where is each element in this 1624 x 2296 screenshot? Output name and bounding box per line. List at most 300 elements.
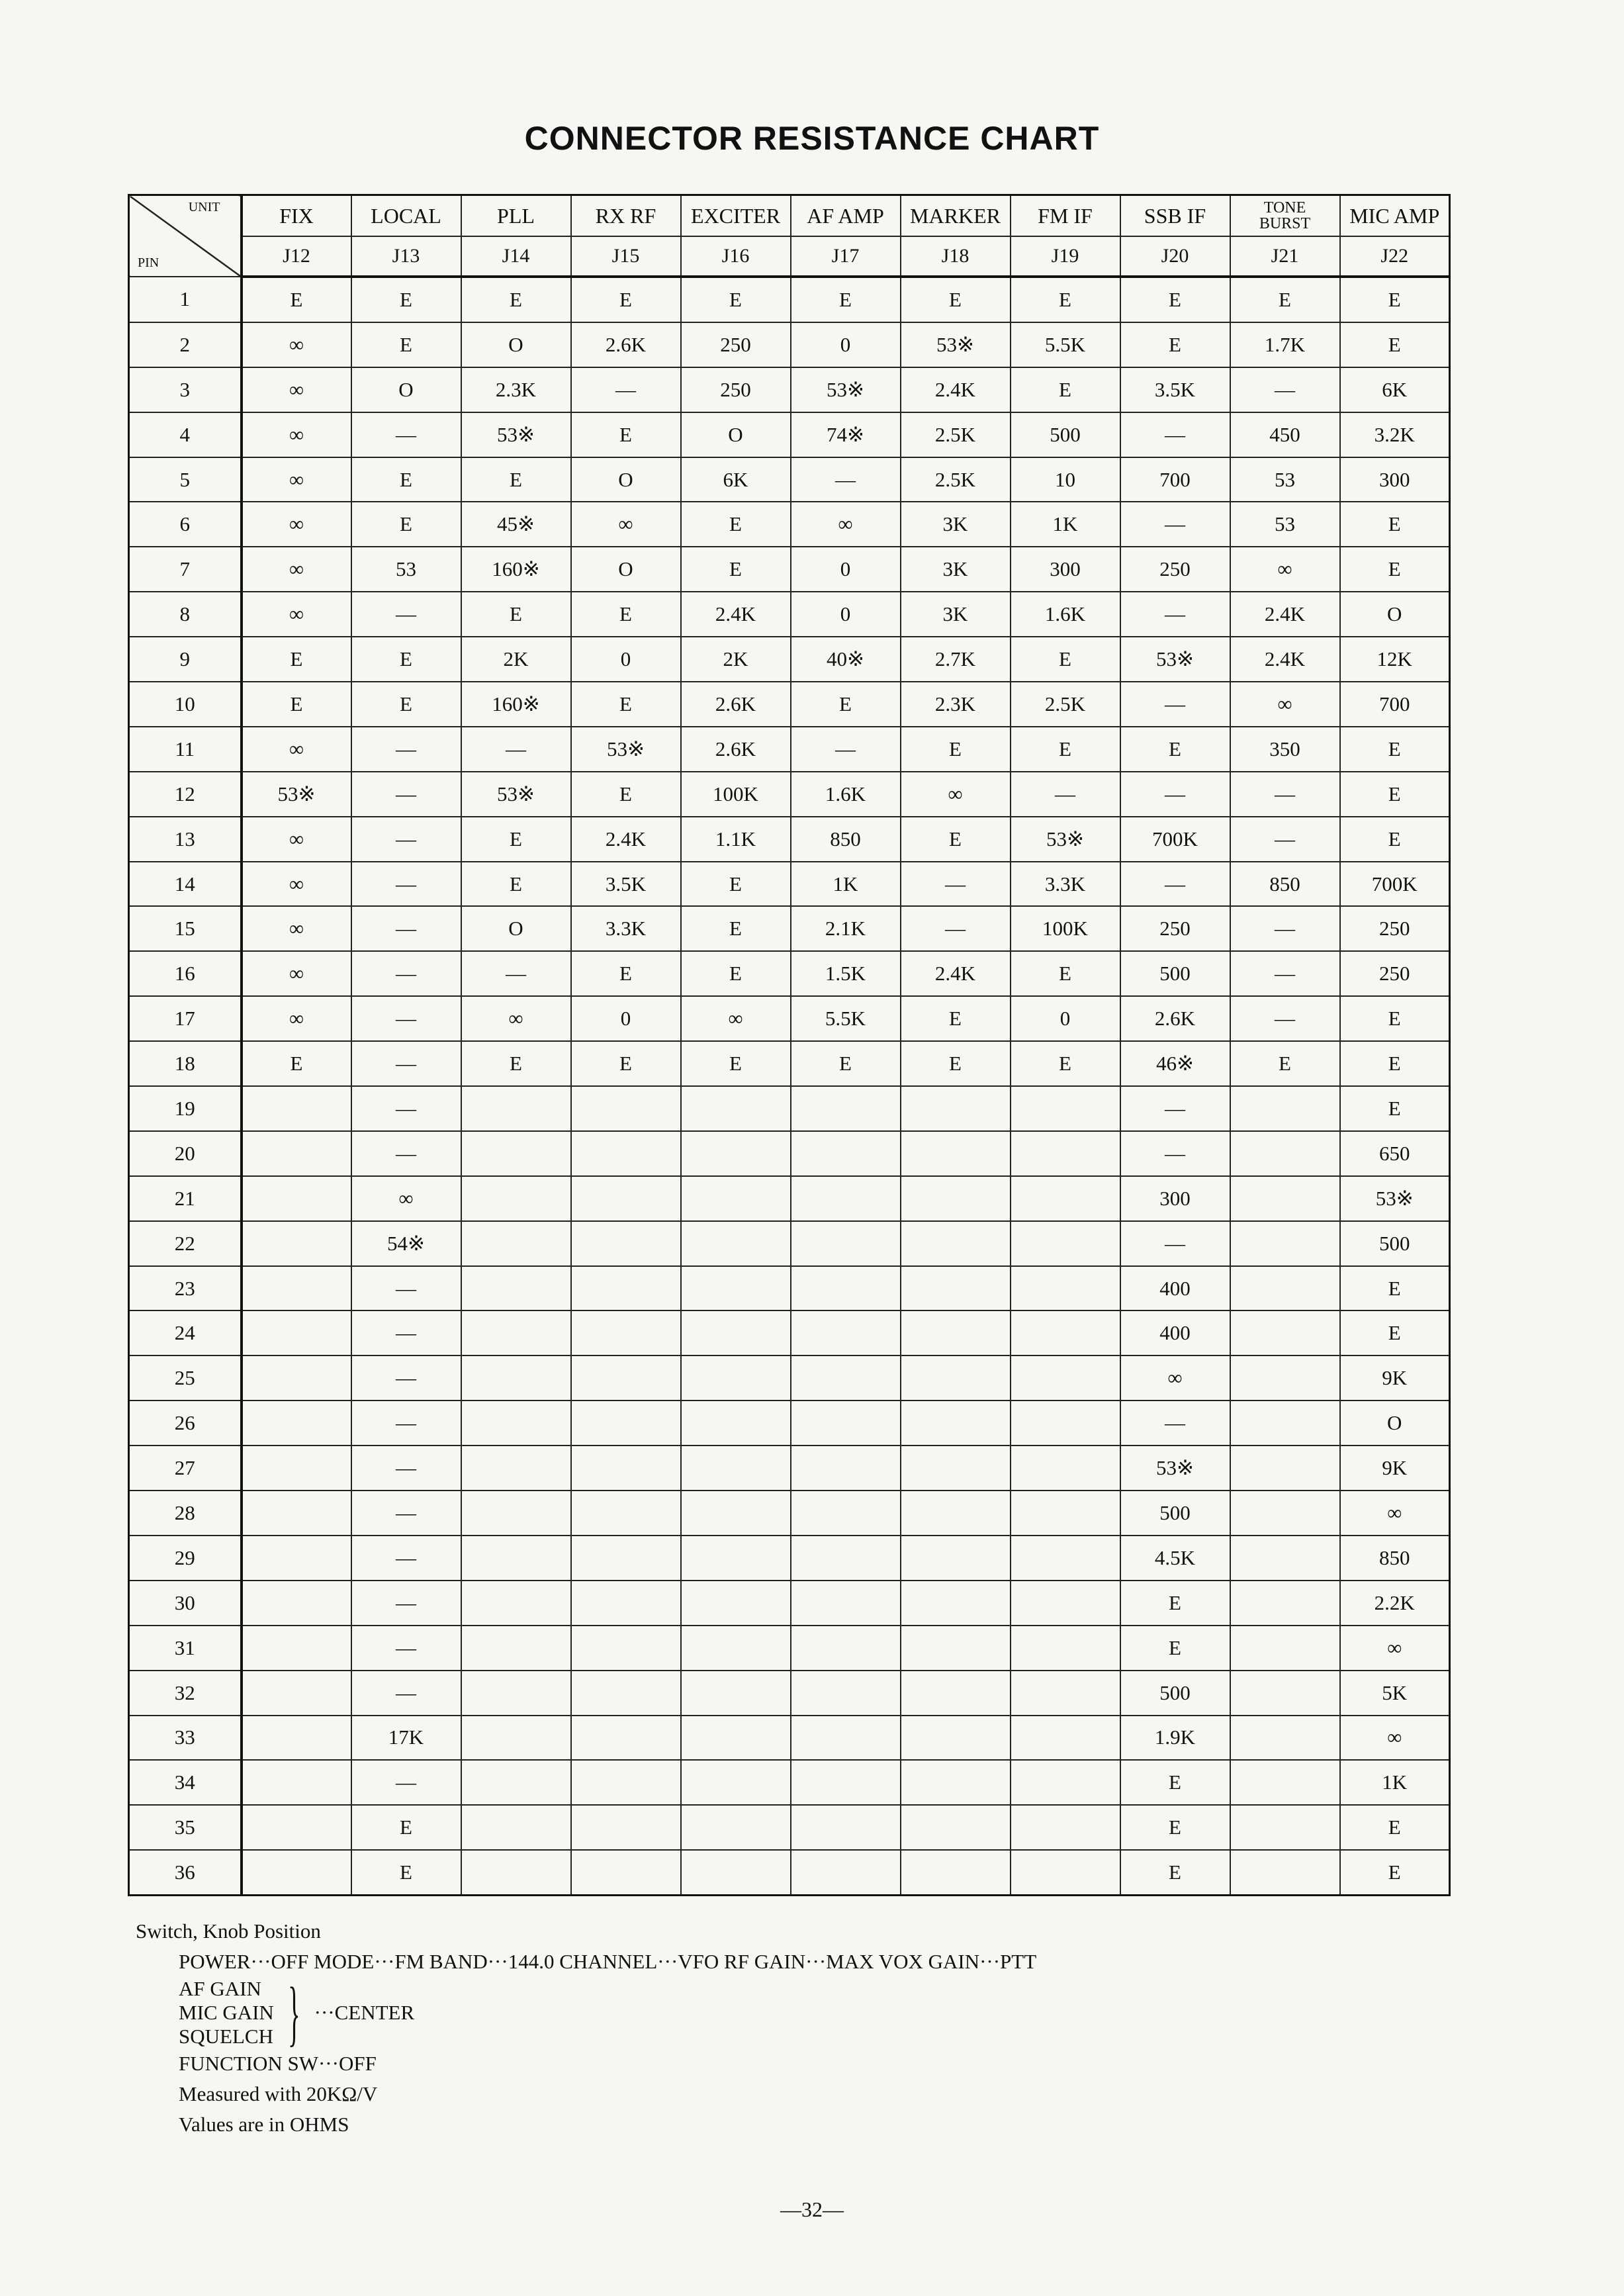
resistance-cell bbox=[461, 1626, 571, 1671]
resistance-cell: ∞ bbox=[242, 862, 351, 907]
resistance-cell bbox=[791, 1310, 901, 1355]
pin-number: 15 bbox=[129, 906, 242, 951]
connector-header: J14 bbox=[461, 236, 571, 277]
resistance-cell: ∞ bbox=[242, 412, 351, 457]
resistance-cell: E bbox=[791, 1041, 901, 1086]
resistance-cell: 40※ bbox=[791, 637, 901, 682]
resistance-cell: 45※ bbox=[461, 502, 571, 547]
resistance-cell bbox=[791, 1355, 901, 1401]
resistance-cell bbox=[681, 1805, 791, 1850]
table-row bbox=[129, 951, 1450, 996]
resistance-cell bbox=[461, 1671, 571, 1716]
resistance-cell: — bbox=[351, 1491, 461, 1536]
resistance-cell: 700 bbox=[1120, 457, 1230, 502]
resistance-cell: E bbox=[901, 1041, 1011, 1086]
resistance-cell: 1K bbox=[1011, 502, 1120, 547]
resistance-cell: 250 bbox=[1120, 906, 1230, 951]
resistance-cell: 53※ bbox=[242, 772, 351, 817]
resistance-cell bbox=[901, 1401, 1011, 1446]
resistance-cell: E bbox=[681, 951, 791, 996]
resistance-cell: 53※ bbox=[1340, 1176, 1450, 1221]
table-row bbox=[129, 1221, 1450, 1266]
resistance-cell: 700 bbox=[1340, 682, 1450, 727]
resistance-cell: E bbox=[351, 1805, 461, 1850]
resistance-cell bbox=[901, 1446, 1011, 1491]
resistance-cell: E bbox=[681, 906, 791, 951]
resistance-cell: — bbox=[1120, 682, 1230, 727]
pin-number: 36 bbox=[129, 1850, 242, 1895]
resistance-cell bbox=[681, 1266, 791, 1311]
resistance-cell bbox=[1230, 1716, 1340, 1761]
resistance-cell bbox=[1011, 1536, 1120, 1581]
table-row bbox=[129, 547, 1450, 592]
resistance-cell bbox=[1011, 1716, 1120, 1761]
resistance-cell: — bbox=[351, 1446, 461, 1491]
resistance-cell: 1.6K bbox=[791, 772, 901, 817]
resistance-cell bbox=[571, 1355, 681, 1401]
connector-header: J13 bbox=[351, 236, 461, 277]
resistance-cell: 250 bbox=[681, 322, 791, 367]
resistance-cell: 3K bbox=[901, 592, 1011, 637]
resistance-cell bbox=[571, 1581, 681, 1626]
pin-number: 31 bbox=[129, 1626, 242, 1671]
resistance-cell: — bbox=[351, 412, 461, 457]
resistance-cell bbox=[242, 1850, 351, 1895]
resistance-cell bbox=[1230, 1176, 1340, 1221]
resistance-cell bbox=[461, 1446, 571, 1491]
resistance-cell bbox=[901, 1086, 1011, 1131]
resistance-cell: 1.9K bbox=[1120, 1716, 1230, 1761]
resistance-cell: 53※ bbox=[1011, 817, 1120, 862]
resistance-cell bbox=[1011, 1760, 1120, 1805]
resistance-cell: E bbox=[1340, 727, 1450, 772]
pin-number: 26 bbox=[129, 1401, 242, 1446]
unit-header: LOCAL bbox=[351, 195, 461, 237]
resistance-cell: ∞ bbox=[242, 502, 351, 547]
resistance-cell: 1.1K bbox=[681, 817, 791, 862]
resistance-cell: 1K bbox=[791, 862, 901, 907]
resistance-cell: E bbox=[1340, 1805, 1450, 1850]
resistance-cell: 1.7K bbox=[1230, 322, 1340, 367]
tone-label: TONE bbox=[1263, 199, 1306, 216]
resistance-cell bbox=[242, 1086, 351, 1131]
resistance-cell: E bbox=[1120, 727, 1230, 772]
resistance-cell: — bbox=[351, 1401, 461, 1446]
resistance-cell bbox=[461, 1221, 571, 1266]
center-value: ···CENTER bbox=[314, 2001, 415, 2024]
resistance-cell bbox=[791, 1221, 901, 1266]
table-row bbox=[129, 277, 1450, 322]
resistance-cell bbox=[681, 1760, 791, 1805]
resistance-cell: ∞ bbox=[242, 817, 351, 862]
resistance-cell: 1.5K bbox=[791, 951, 901, 996]
pin-number: 29 bbox=[129, 1536, 242, 1581]
burst-label: BURST bbox=[1259, 215, 1311, 232]
resistance-cell bbox=[461, 1581, 571, 1626]
resistance-cell: ∞ bbox=[1230, 682, 1340, 727]
pin-label: PIN bbox=[138, 255, 159, 270]
resistance-cell bbox=[1011, 1310, 1120, 1355]
pin-number: 18 bbox=[129, 1041, 242, 1086]
resistance-cell: 3.2K bbox=[1340, 412, 1450, 457]
resistance-cell bbox=[242, 1266, 351, 1311]
resistance-cell: — bbox=[351, 996, 461, 1041]
resistance-cell bbox=[242, 1131, 351, 1176]
resistance-cell: E bbox=[1230, 277, 1340, 322]
resistance-cell bbox=[1230, 1760, 1340, 1805]
resistance-cell bbox=[242, 1355, 351, 1401]
connector-header: J20 bbox=[1120, 236, 1230, 277]
values-note: Values are in OHMS bbox=[179, 2113, 349, 2136]
table-row bbox=[129, 772, 1450, 817]
resistance-cell bbox=[571, 1131, 681, 1176]
resistance-cell: 6K bbox=[681, 457, 791, 502]
resistance-cell bbox=[461, 1266, 571, 1311]
resistance-cell bbox=[242, 1310, 351, 1355]
pin-number: 22 bbox=[129, 1221, 242, 1266]
resistance-cell: — bbox=[1230, 367, 1340, 412]
resistance-cell: 2.4K bbox=[571, 817, 681, 862]
resistance-cell bbox=[571, 1760, 681, 1805]
resistance-cell: 2.3K bbox=[901, 682, 1011, 727]
resistance-cell: E bbox=[351, 1850, 461, 1895]
resistance-cell bbox=[1230, 1581, 1340, 1626]
resistance-cell: 2.4K bbox=[901, 951, 1011, 996]
resistance-cell: ∞ bbox=[242, 592, 351, 637]
resistance-cell: E bbox=[1011, 1041, 1120, 1086]
table-row bbox=[129, 1446, 1450, 1491]
resistance-cell: ∞ bbox=[571, 502, 681, 547]
pin-number: 11 bbox=[129, 727, 242, 772]
resistance-cell bbox=[901, 1355, 1011, 1401]
resistance-cell: E bbox=[901, 817, 1011, 862]
resistance-cell bbox=[461, 1536, 571, 1581]
resistance-cell: E bbox=[1011, 367, 1120, 412]
brace-group bbox=[136, 1972, 1036, 2053]
resistance-cell: 250 bbox=[681, 367, 791, 412]
resistance-cell bbox=[791, 1805, 901, 1850]
resistance-cell: E bbox=[571, 951, 681, 996]
pin-number: 30 bbox=[129, 1581, 242, 1626]
table-row bbox=[129, 682, 1450, 727]
resistance-cell bbox=[681, 1536, 791, 1581]
resistance-cell bbox=[681, 1131, 791, 1176]
resistance-cell: O bbox=[461, 906, 571, 951]
resistance-cell: ∞ bbox=[1340, 1716, 1450, 1761]
resistance-cell bbox=[1230, 1491, 1340, 1536]
resistance-cell: 2K bbox=[681, 637, 791, 682]
resistance-cell bbox=[791, 1086, 901, 1131]
table-row bbox=[129, 322, 1450, 367]
resistance-cell bbox=[791, 1446, 901, 1491]
resistance-cell: O bbox=[351, 367, 461, 412]
resistance-cell bbox=[461, 1805, 571, 1850]
resistance-cell: — bbox=[351, 1086, 461, 1131]
resistance-cell bbox=[461, 1850, 571, 1895]
table-row bbox=[129, 592, 1450, 637]
resistance-cell bbox=[571, 1850, 681, 1895]
resistance-cell: 650 bbox=[1340, 1131, 1450, 1176]
resistance-cell: 0 bbox=[791, 547, 901, 592]
resistance-cell: E bbox=[461, 817, 571, 862]
pin-number: 5 bbox=[129, 457, 242, 502]
resistance-cell bbox=[1230, 1310, 1340, 1355]
resistance-cell: ∞ bbox=[1120, 1355, 1230, 1401]
resistance-cell: 5.5K bbox=[791, 996, 901, 1041]
resistance-cell: 300 bbox=[1120, 1176, 1230, 1221]
resistance-cell: E bbox=[461, 1041, 571, 1086]
table-row bbox=[129, 367, 1450, 412]
resistance-cell bbox=[1011, 1355, 1120, 1401]
resistance-cell: E bbox=[1340, 1266, 1450, 1311]
resistance-cell bbox=[571, 1671, 681, 1716]
resistance-cell: E bbox=[571, 772, 681, 817]
table-row bbox=[129, 1176, 1450, 1221]
resistance-cell: 54※ bbox=[351, 1221, 461, 1266]
resistance-cell bbox=[1230, 1536, 1340, 1581]
resistance-cell: 3K bbox=[901, 502, 1011, 547]
resistance-cell: ∞ bbox=[242, 951, 351, 996]
pin-number: 33 bbox=[129, 1716, 242, 1761]
resistance-cell bbox=[1230, 1805, 1340, 1850]
resistance-cell: E bbox=[1120, 1760, 1230, 1805]
resistance-cell: 500 bbox=[1011, 412, 1120, 457]
resistance-cell bbox=[242, 1581, 351, 1626]
page-number: —32— bbox=[780, 2197, 844, 2221]
resistance-cell: E bbox=[571, 1041, 681, 1086]
notes-block bbox=[136, 1916, 1036, 2140]
resistance-cell: E bbox=[1120, 277, 1230, 322]
resistance-cell: E bbox=[571, 277, 681, 322]
resistance-cell bbox=[791, 1266, 901, 1311]
resistance-cell: 2.6K bbox=[571, 322, 681, 367]
resistance-cell: 10 bbox=[1011, 457, 1120, 502]
resistance-cell bbox=[461, 1401, 571, 1446]
table-row bbox=[129, 817, 1450, 862]
resistance-cell: — bbox=[1120, 772, 1230, 817]
resistance-cell: E bbox=[1120, 1805, 1230, 1850]
resistance-cell bbox=[901, 1671, 1011, 1716]
resistance-cell: — bbox=[351, 817, 461, 862]
resistance-cell: 500 bbox=[1340, 1221, 1450, 1266]
resistance-cell: — bbox=[1230, 996, 1340, 1041]
resistance-cell: 53 bbox=[1230, 457, 1340, 502]
resistance-cell: E bbox=[1011, 277, 1120, 322]
pin-number: 2 bbox=[129, 322, 242, 367]
pin-number: 27 bbox=[129, 1446, 242, 1491]
resistance-cell: — bbox=[1120, 1086, 1230, 1131]
resistance-cell bbox=[1230, 1401, 1340, 1446]
resistance-cell: 850 bbox=[1230, 862, 1340, 907]
table-row bbox=[129, 1131, 1450, 1176]
resistance-cell bbox=[571, 1805, 681, 1850]
connector-header: J16 bbox=[681, 236, 791, 277]
resistance-cell: ∞ bbox=[1340, 1491, 1450, 1536]
table-row bbox=[129, 1536, 1450, 1581]
resistance-cell: — bbox=[351, 727, 461, 772]
resistance-cell: — bbox=[351, 1355, 461, 1401]
resistance-cell bbox=[791, 1491, 901, 1536]
resistance-cell bbox=[571, 1446, 681, 1491]
page-title: CONNECTOR RESISTANCE CHART bbox=[524, 120, 1100, 157]
resistance-cell: ∞ bbox=[461, 996, 571, 1041]
resistance-cell bbox=[242, 1491, 351, 1536]
unit-header: AF AMP bbox=[791, 195, 901, 237]
resistance-cell: 850 bbox=[791, 817, 901, 862]
unit-header: PLL bbox=[461, 195, 571, 237]
resistance-cell bbox=[1230, 1266, 1340, 1311]
resistance-cell: E bbox=[351, 457, 461, 502]
resistance-cell: E bbox=[571, 682, 681, 727]
resistance-cell bbox=[242, 1805, 351, 1850]
resistance-cell: E bbox=[1011, 951, 1120, 996]
resistance-cell bbox=[901, 1176, 1011, 1221]
resistance-cell bbox=[681, 1626, 791, 1671]
connector-header: J21 bbox=[1230, 236, 1340, 277]
pin-number: 25 bbox=[129, 1355, 242, 1401]
resistance-cell: — bbox=[1120, 1401, 1230, 1446]
resistance-cell bbox=[242, 1626, 351, 1671]
resistance-cell: — bbox=[1011, 772, 1120, 817]
pin-number: 10 bbox=[129, 682, 242, 727]
resistance-cell: E bbox=[681, 502, 791, 547]
table-row bbox=[129, 906, 1450, 951]
resistance-cell bbox=[1230, 1131, 1340, 1176]
resistance-cell bbox=[1230, 1446, 1340, 1491]
table-row bbox=[129, 1401, 1450, 1446]
pin-number: 24 bbox=[129, 1310, 242, 1355]
resistance-cell bbox=[461, 1491, 571, 1536]
resistance-cell bbox=[901, 1581, 1011, 1626]
resistance-cell: 250 bbox=[1340, 951, 1450, 996]
pin-number: 23 bbox=[129, 1266, 242, 1311]
resistance-cell: 2.5K bbox=[901, 412, 1011, 457]
resistance-cell bbox=[1011, 1266, 1120, 1311]
resistance-cell: — bbox=[351, 1581, 461, 1626]
pin-number: 17 bbox=[129, 996, 242, 1041]
resistance-cell: E bbox=[1340, 322, 1450, 367]
resistance-cell: 400 bbox=[1120, 1266, 1230, 1311]
resistance-cell: 250 bbox=[1340, 906, 1450, 951]
resistance-cell bbox=[681, 1581, 791, 1626]
resistance-cell bbox=[242, 1401, 351, 1446]
resistance-cell: — bbox=[351, 772, 461, 817]
resistance-cell: E bbox=[1120, 1850, 1230, 1895]
resistance-cell: E bbox=[681, 1041, 791, 1086]
resistance-cell: E bbox=[791, 277, 901, 322]
resistance-cell: — bbox=[1120, 1221, 1230, 1266]
resistance-cell: 2.6K bbox=[681, 727, 791, 772]
resistance-cell: 500 bbox=[1120, 1491, 1230, 1536]
resistance-cell: ∞ bbox=[242, 906, 351, 951]
unit-header: MARKER bbox=[901, 195, 1011, 237]
resistance-cell: — bbox=[1230, 906, 1340, 951]
resistance-cell bbox=[1011, 1850, 1120, 1895]
resistance-cell: E bbox=[461, 862, 571, 907]
resistance-cell: — bbox=[1230, 772, 1340, 817]
table-row bbox=[129, 1310, 1450, 1355]
resistance-cell: 74※ bbox=[791, 412, 901, 457]
resistance-cell: 53※ bbox=[1120, 1446, 1230, 1491]
resistance-cell: E bbox=[1230, 1041, 1340, 1086]
resistance-cell: 53※ bbox=[901, 322, 1011, 367]
resistance-cell: 2.6K bbox=[1120, 996, 1230, 1041]
resistance-cell bbox=[681, 1221, 791, 1266]
resistance-cell: ∞ bbox=[791, 502, 901, 547]
resistance-cell bbox=[242, 1446, 351, 1491]
table-row bbox=[129, 637, 1450, 682]
resistance-cell bbox=[571, 1310, 681, 1355]
resistance-cell bbox=[242, 1671, 351, 1716]
resistance-cell: E bbox=[242, 637, 351, 682]
resistance-cell bbox=[1230, 1221, 1340, 1266]
resistance-cell bbox=[1230, 1355, 1340, 1401]
resistance-cell: ∞ bbox=[351, 1176, 461, 1221]
resistance-cell: 160※ bbox=[461, 682, 571, 727]
resistance-cell bbox=[571, 1491, 681, 1536]
resistance-cell: E bbox=[901, 996, 1011, 1041]
resistance-cell: 3.3K bbox=[1011, 862, 1120, 907]
pin-number: 4 bbox=[129, 412, 242, 457]
resistance-cell bbox=[681, 1086, 791, 1131]
resistance-cell bbox=[1011, 1671, 1120, 1716]
resistance-cell: 160※ bbox=[461, 547, 571, 592]
resistance-cell: — bbox=[351, 1310, 461, 1355]
resistance-cell bbox=[681, 1401, 791, 1446]
pin-number: 9 bbox=[129, 637, 242, 682]
af-gain-label: AF GAIN bbox=[179, 1977, 261, 2000]
resistance-cell: E bbox=[1011, 637, 1120, 682]
pin-number: 28 bbox=[129, 1491, 242, 1536]
resistance-cell: ∞ bbox=[1230, 547, 1340, 592]
resistance-cell bbox=[461, 1086, 571, 1131]
resistance-cell: E bbox=[1011, 727, 1120, 772]
notes-heading: Switch, Knob Position bbox=[136, 1919, 321, 1943]
resistance-cell: 12K bbox=[1340, 637, 1450, 682]
pin-number: 14 bbox=[129, 862, 242, 907]
resistance-cell bbox=[1011, 1131, 1120, 1176]
resistance-cell: 17K bbox=[351, 1716, 461, 1761]
resistance-cell: E bbox=[461, 277, 571, 322]
resistance-cell: — bbox=[461, 727, 571, 772]
pin-number: 3 bbox=[129, 367, 242, 412]
resistance-cell: ∞ bbox=[1340, 1626, 1450, 1671]
resistance-cell bbox=[242, 1176, 351, 1221]
resistance-cell bbox=[571, 1266, 681, 1311]
resistance-cell: 2.4K bbox=[901, 367, 1011, 412]
resistance-cell: 53※ bbox=[461, 772, 571, 817]
resistance-cell: ∞ bbox=[242, 457, 351, 502]
resistance-cell bbox=[901, 1491, 1011, 1536]
resistance-cell: — bbox=[351, 1760, 461, 1805]
table-row bbox=[129, 1671, 1450, 1716]
pin-number: 21 bbox=[129, 1176, 242, 1221]
connector-header: J17 bbox=[791, 236, 901, 277]
resistance-cell: ∞ bbox=[242, 727, 351, 772]
pin-number: 20 bbox=[129, 1131, 242, 1176]
resistance-cell: E bbox=[1340, 996, 1450, 1041]
resistance-cell: — bbox=[1120, 862, 1230, 907]
resistance-cell: E bbox=[242, 277, 351, 322]
pin-number: 1 bbox=[129, 277, 242, 322]
resistance-cell: 2.1K bbox=[791, 906, 901, 951]
unit-header-tone-burst bbox=[1230, 195, 1340, 237]
resistance-cell: 850 bbox=[1340, 1536, 1450, 1581]
resistance-cell: — bbox=[351, 1536, 461, 1581]
resistance-cell: E bbox=[571, 412, 681, 457]
resistance-cell bbox=[1011, 1086, 1120, 1131]
function-sw: FUNCTION SW···OFF bbox=[179, 2052, 377, 2075]
